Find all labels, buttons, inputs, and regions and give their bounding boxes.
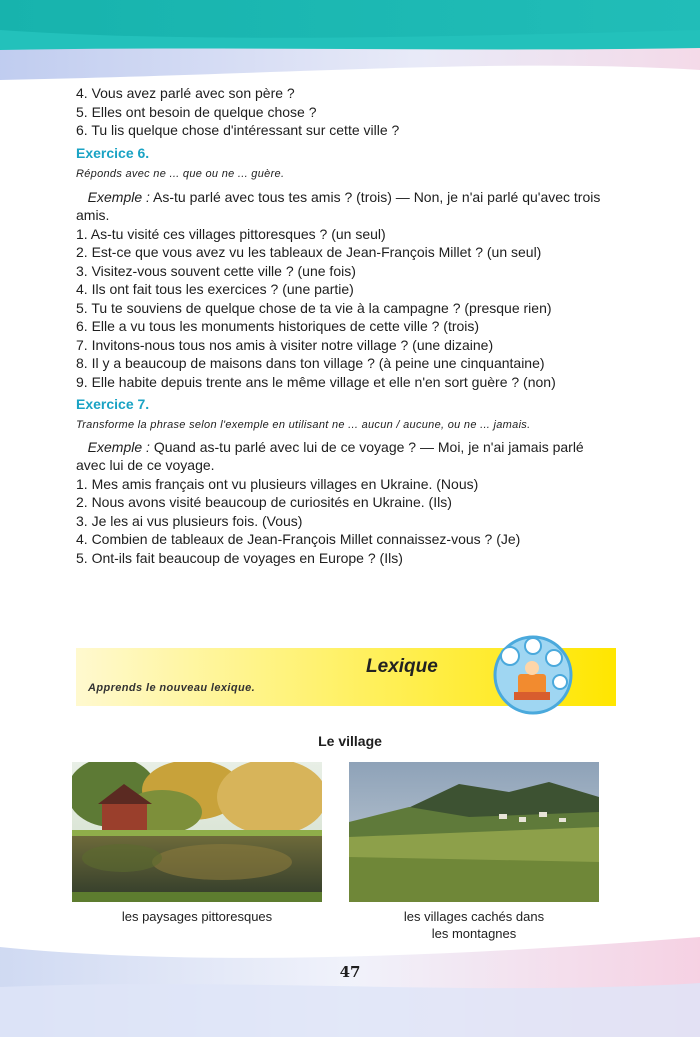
photo-picturesque-landscape	[72, 762, 322, 902]
list-item: 8. Il y a beaucoup de maisons dans ton village ? (à peine une cinquantaine)	[76, 355, 545, 371]
list-item: 1. Mes amis français ont vu plusieurs villages en Ukraine. (Nous)	[76, 475, 479, 492]
example-text: Quand as-tu parlé avec lui de ce voyage ? — Moi, je n'ai jamais parlé avec lui de ce voyage.	[76, 438, 584, 473]
caption-left: les paysages pittoresques	[121, 909, 273, 924]
list-item: 1. As-tu visité ces villages pittoresques ? (un seul)	[76, 225, 386, 242]
example-label: Exemple :	[87, 438, 150, 455]
lexique-title: Lexique	[366, 656, 438, 677]
example-label: Exemple :	[87, 188, 150, 205]
section-title: Le village	[318, 733, 382, 749]
list-item: 4. Vous avez parlé avec son père ?	[76, 85, 295, 101]
exercise-6-instruction: Réponds avec ne ... que ou ne ... guère.	[76, 168, 285, 180]
photo-mountain-village	[349, 762, 599, 902]
list-item: 2. Est-ce que vous avez vu les tableaux de Jean-François Millet ? (un seul)	[76, 244, 542, 260]
list-item: 5. Tu te souviens de quelque chose de ta vie à la campagne ? (presque rien)	[76, 299, 552, 316]
exercise-6-example	[76, 188, 616, 225]
list-item: 6. Tu lis quelque chose d'intéressant sur cette ville ?	[76, 122, 400, 138]
list-item: 5. Elles ont besoin de quelque chose ?	[76, 103, 317, 120]
exercise-7-title: Exercice 7.	[76, 396, 150, 412]
lexique-illustration-icon	[488, 630, 578, 720]
list-item: 7. Invitons-nous tous nos amis à visiter notre village ? (une dizaine)	[76, 336, 494, 353]
caption-right-line2: les montagnes	[431, 926, 517, 941]
exercise-7-instruction: Transforme la phrase selon l'exemple en utilisant ne ... aucun / aucune, ou ne ... jamais.	[76, 418, 531, 431]
lexique-subtitle: Apprends le nouveau lexique.	[88, 682, 256, 694]
list-item: 9. Elle habite depuis trente ans le même village et elle n'en sort guère ? (non)	[76, 373, 556, 390]
list-item: 3. Visitez-vous souvent cette ville ? (une fois)	[76, 262, 356, 279]
list-item: 5. Ont-ils fait beaucoup de voyages en Europe ? (Ils)	[76, 549, 403, 566]
list-item: 4. Combien de tableaux de Jean-François Millet connaissez-vous ? (Je)	[76, 531, 521, 547]
exercise-7-example	[76, 438, 616, 475]
example-text: As-tu parlé avec tous tes amis ? (trois) — Non, je n'ai parlé qu'avec trois amis.	[76, 188, 601, 223]
exercise-6-title: Exercice 6.	[76, 144, 150, 161]
caption-right-line1: les villages cachés dans	[403, 909, 545, 924]
page-number: 47	[339, 963, 361, 981]
list-item: 4. Ils ont fait tous les exercices ? (une partie)	[76, 281, 354, 297]
page-content	[76, 84, 616, 567]
list-item: 2. Nous avons visité beaucoup de curiosités en Ukraine. (Ils)	[76, 494, 452, 510]
list-item: 3. Je les ai vus plusieurs fois. (Vous)	[76, 512, 303, 529]
list-item: 6. Elle a vu tous les monuments historiques de cette ville ? (trois)	[76, 318, 480, 334]
